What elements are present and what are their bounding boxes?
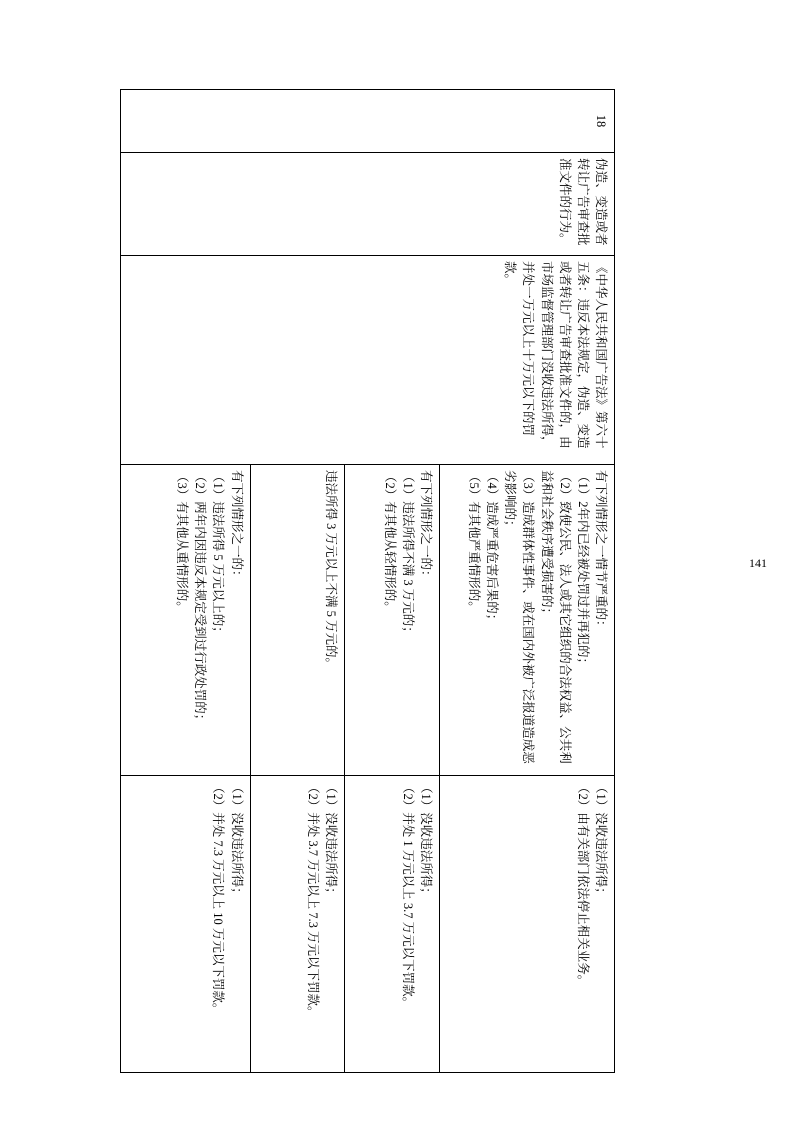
penalty-cell: [439, 776, 614, 1073]
circumstance-item: （4）造成严重危害后果的；: [485, 470, 500, 627]
penalty-item: （2）并处 3.7 万元以上 7.3 万元以下罚款。: [306, 781, 321, 1019]
row-number-cell: 18: [121, 90, 615, 153]
circumstance-cell: [121, 465, 251, 776]
legal-basis-cell: 《中华人民共和国广告法》第六十五条：违反本法规定，伪造、变造或者转让广告审查批准文件的，由市场监督管理部门没收违法所得，并处一万元以上十万元以下的罚款。: [121, 256, 615, 465]
penalty-item: （2）并处 7.3 万元以上 10 万元以下罚款。: [211, 781, 226, 1016]
penalty-cell: [250, 776, 345, 1073]
penalty-item: （1）没收违法所得；: [594, 781, 608, 900]
circumstance-item: （3）有其他从重情形的。: [175, 470, 190, 614]
circumstance-item: （2）致使公民、法人或其它组织的合法权益、公共利益和社会秩序遭受损害的；: [539, 470, 572, 764]
rotated-table-wrapper: [120, 89, 615, 1019]
penalty-discretion-table: [120, 89, 615, 1073]
penalty-item: （1）没收违法所得；: [418, 781, 433, 900]
circumstance-item: （3）造成群体性事件、或在国内外被广泛报道造成恶劣影响的；: [503, 470, 536, 764]
circumstance-cell: [345, 465, 440, 776]
penalty-item: （1）没收违法所得；: [229, 781, 244, 900]
circumstance-item: （1）违法所得不满 3 万元的；: [400, 470, 415, 639]
circumstance-item: （2）有其他从轻情形的。: [382, 470, 397, 614]
penalty-cell: [345, 776, 440, 1073]
circumstance-item: （5）有其他严重情形的。: [467, 470, 482, 614]
penalty-item: （2）并处 1 万元以上 3.7 万元以下罚款。: [400, 781, 415, 1010]
illegal-act-cell: 伪造、变造或者转让广告审查批准文件的行为。: [121, 153, 615, 256]
circumstance-cell: [250, 465, 345, 776]
table-row: [439, 90, 614, 1073]
penalty-cell: [121, 776, 251, 1073]
circumstance-item: （1）违法所得 5 万元以上的；: [211, 470, 226, 639]
penalty-item: （1）没收违法所得；: [324, 781, 339, 900]
circumstance-title: 有下列情形之一的：: [229, 470, 244, 583]
circumstance-cell: [439, 465, 614, 776]
rotated-table-inner: [120, 89, 615, 1019]
circumstance-item: （2）两年内因违反本规定受到过行政处罚的；: [193, 470, 208, 727]
circumstance-title: 违法所得 3 万元以上不满 5 万元的。: [324, 470, 339, 671]
page-number: 141: [749, 556, 767, 570]
circumstance-title: 有下列情形之一的：: [418, 470, 433, 583]
circumstance-title: 有下列情形之一情节严重的：: [594, 470, 608, 633]
penalty-item: （2）由有关部门依法停止相关业务。: [575, 781, 590, 988]
circumstance-item: （1）2年内已经被处罚过并再犯的；: [575, 470, 590, 671]
